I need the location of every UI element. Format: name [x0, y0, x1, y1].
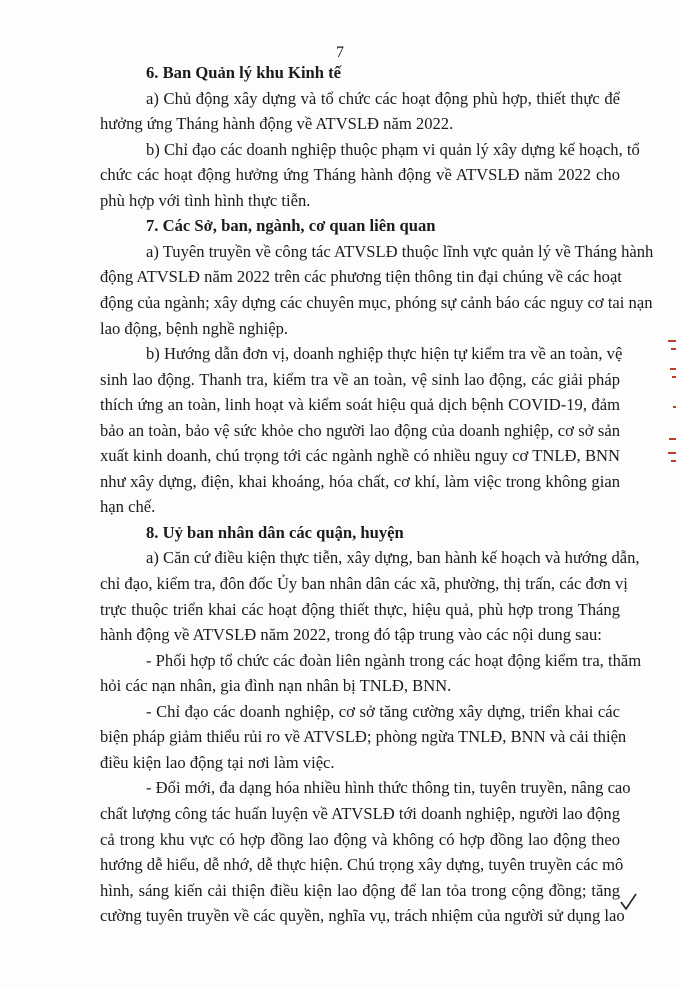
text-line: thích ứng an toàn, linh hoạt và kiểm soát hiệu quả dịch bệnh COVID-19, đảm — [100, 395, 620, 415]
text-line: hành động về ATVSLĐ năm 2022, trong đó tập trung vào các nội dung sau: — [100, 625, 602, 645]
text-line: a) Căn cứ điều kiện thực tiễn, xây dựng, ban hành kế hoạch và hướng dẫn, — [146, 548, 640, 568]
section-heading: 8. Uỷ ban nhân dân các quận, huyện — [146, 522, 404, 542]
text-line: hưởng ứng Tháng hành động về ATVSLĐ năm 2022. — [100, 114, 454, 134]
text-line: sinh lao động. Thanh tra, kiểm tra về an toàn, vệ sinh lao động, các giải pháp — [100, 369, 620, 389]
section-heading: 6. Ban Quản lý khu Kinh tế — [146, 63, 342, 82]
section-heading: 7. Các Sở, ban, ngành, cơ quan liên quan — [146, 216, 436, 236]
text-line: a) Chủ động xây dựng và tổ chức các hoạt động phù hợp, thiết thực để — [146, 88, 620, 108]
text-line: động ATVSLĐ năm 2022 trên các phương tiện thông tin đại chúng về các hoạt — [100, 267, 622, 287]
text-line: - Phối hợp tổ chức các đoàn liên ngành trong các hoạt động kiểm tra, thăm — [146, 650, 642, 670]
text-line: a) Tuyên truyền về công tác ATVSLĐ thuộc lĩnh vực quản lý về Tháng hành — [146, 241, 654, 261]
text-line: xuất kinh doanh, chú trọng tới các ngành nghề có nhiều nguy cơ TNLĐ, BNN — [100, 446, 620, 466]
text-line: chức các hoạt động hưởng ứng Tháng hành động về ATVSLĐ năm 2022 cho — [100, 165, 620, 185]
text-line: hình, sáng kiến cải thiện điều kiện lao động để lan tỏa trong cộng đồng; tăng — [100, 880, 620, 900]
text-line: phù hợp với tình hình thực tiễn. — [100, 190, 311, 210]
text-line: bảo an toàn, bảo vệ sức khỏe cho người lao động của doanh nghiệp, cơ sở sản — [100, 420, 620, 440]
text-line: b) Chỉ đạo các doanh nghiệp thuộc phạm vi quản lý xây dựng kế hoạch, tổ — [146, 139, 640, 159]
text-line: - Đổi mới, đa dạng hóa nhiều hình thức thông tin, tuyên truyền, nâng cao — [146, 778, 631, 798]
text-line: - Chỉ đạo các doanh nghiệp, cơ sở tăng cường xây dựng, triển khai các — [146, 701, 620, 721]
text-line: hướng dễ hiểu, dễ nhớ, dễ thực hiện. Chú trọng xây dựng, tuyên truyền các mô — [100, 855, 624, 875]
text-line: chỉ đạo, kiểm tra, đôn đốc Ủy ban nhân dân các xã, phường, thị trấn, các đơn vị — [100, 574, 628, 593]
text-line: biện pháp giảm thiểu rủi ro về ATVSLĐ; phòng ngừa TNLĐ, BNN và cải thiện — [100, 727, 627, 747]
text-line: hạn chế. — [100, 497, 156, 517]
text-line: hỏi các nạn nhân, gia đình nạn nhân bị TNLĐ, BNN. — [100, 676, 452, 696]
margin-marks — [668, 340, 678, 470]
text-line: cả trong khu vực có hợp đồng lao động và không có hợp đồng lao động theo — [100, 829, 620, 849]
text-line: trực thuộc triển khai các hoạt động thiết thực, hiệu quả, phù hợp trong Tháng — [100, 599, 620, 619]
text-line: b) Hướng dẫn đơn vị, doanh nghiệp thực hiện tự kiểm tra về an toàn, vệ — [146, 344, 623, 364]
text-line: cường tuyên truyền về các quyền, nghĩa vụ, trách nhiệm của người sử dụng lao — [100, 906, 625, 926]
text-line: như xây dựng, điện, khai khoáng, hóa chất, cơ khí, làm việc trong không gian — [100, 471, 620, 491]
text-line: lao động, bệnh nghề nghiệp. — [100, 318, 289, 338]
text-line: điều kiện lao động tại nơi làm việc. — [100, 752, 335, 772]
text-line: động của ngành; xây dựng các chuyên mục, phóng sự cảnh báo các nguy cơ tai nạn — [100, 292, 653, 312]
page-number: 7 — [336, 44, 344, 61]
text-line: chất lượng công tác huấn luyện về ATVSLĐ tới doanh nghiệp, người lao động — [100, 803, 620, 823]
handwritten-check-mark — [620, 892, 638, 912]
